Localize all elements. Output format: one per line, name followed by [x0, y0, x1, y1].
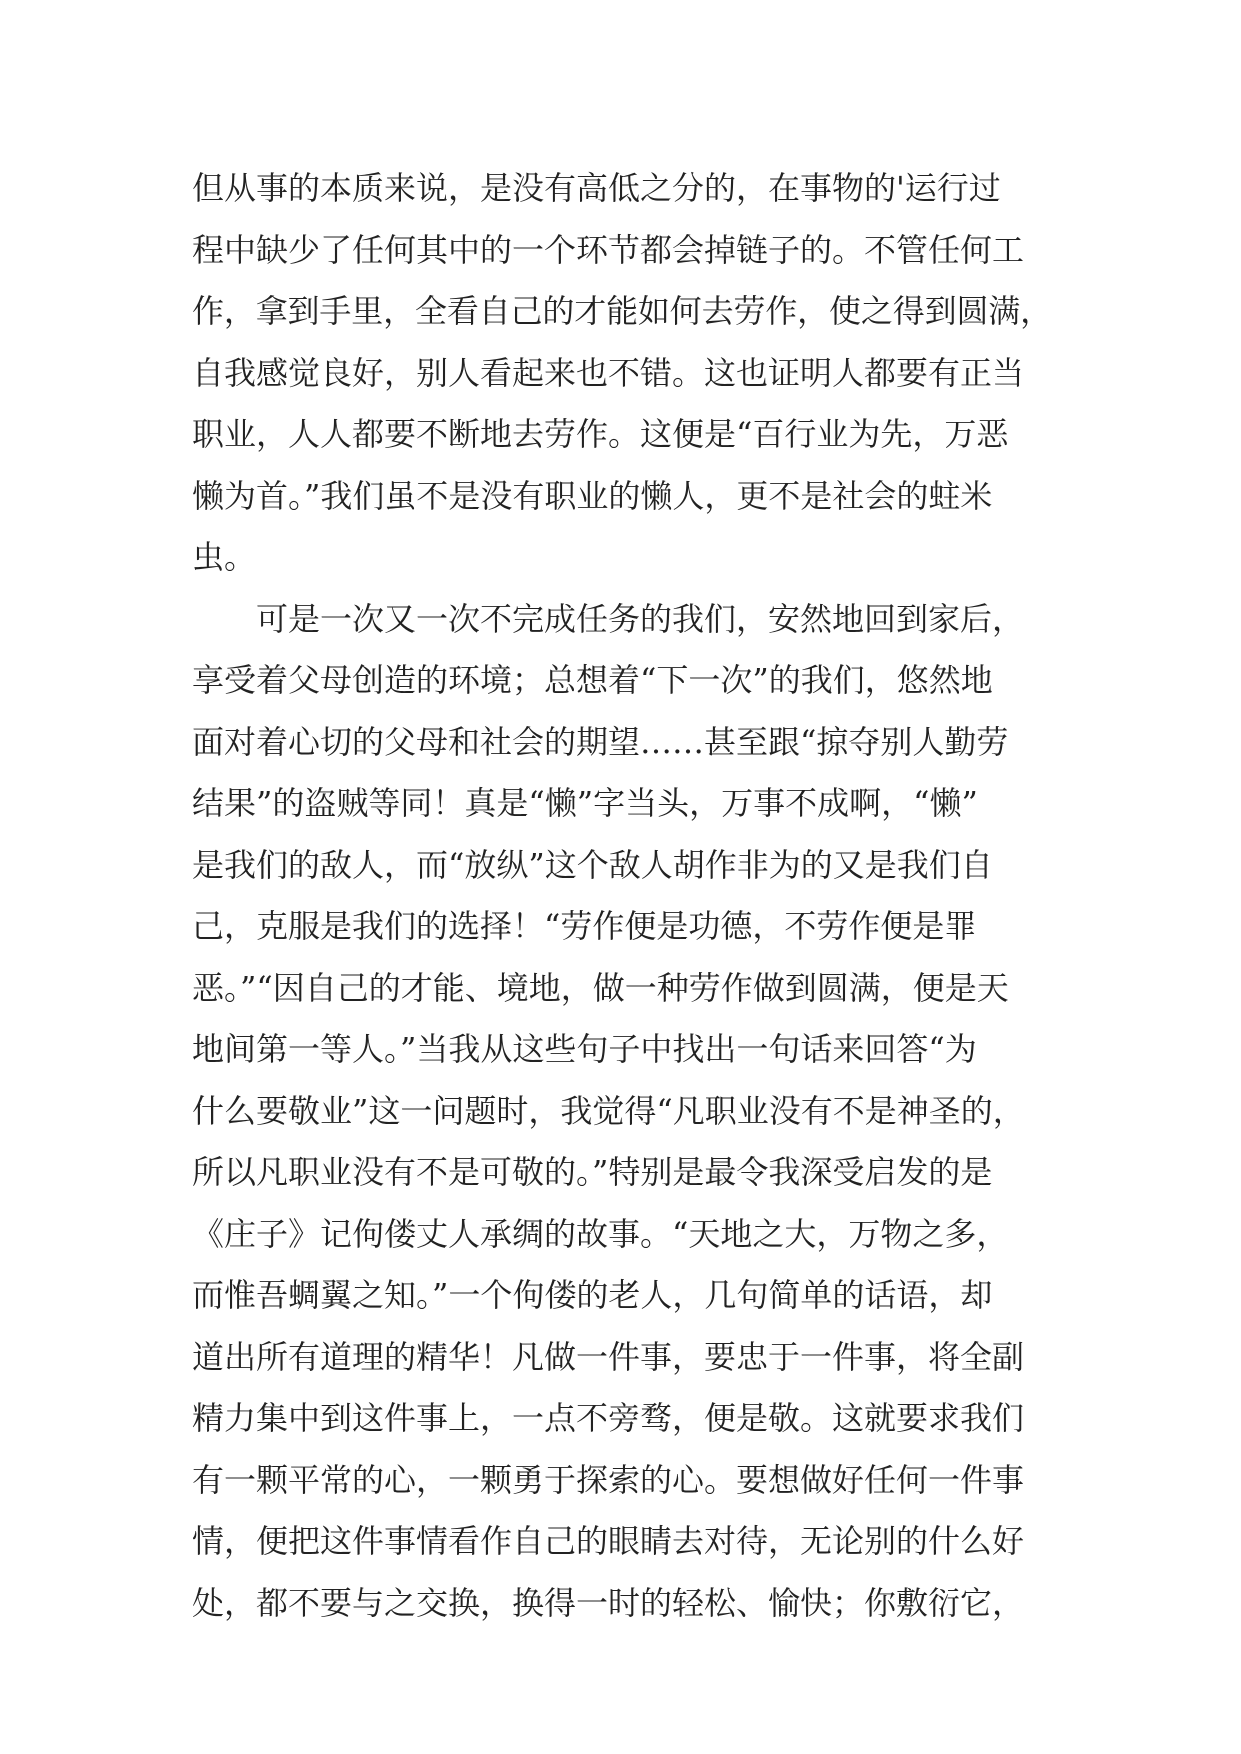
- text-line: 可是一次又一次不完成任务的我们，安然地回到家后，: [192, 599, 1025, 638]
- text-line: 地间第一等人。”当我从这些句子中找出一句话来回答“为: [192, 1030, 977, 1068]
- text-line: 《庄子》记佝偻丈人承绸的故事。“天地之大，万物之多，: [192, 1214, 1009, 1253]
- body-text: [192, 158, 1052, 1634]
- text-line: 是我们的敌人，而“放纵”这个敌人胡作非为的又是我们自: [192, 845, 993, 884]
- text-line: 己，克服是我们的选择！“劳作便是功德，不劳作便是罪: [192, 907, 977, 945]
- text-line: 什么要敬业”这一问题时，我觉得“凡职业没有不是神圣的，: [192, 1091, 1025, 1130]
- text-line: 结果”的盗贼等同！真是“懒”字当头，万事不成啊，“懒”: [192, 784, 978, 822]
- text-line: 自我感觉良好，别人看起来也不错。这也证明人都要有正当: [192, 353, 1025, 392]
- text-line: 享受着父母创造的环境；总想着“下一次”的我们，悠然地: [192, 661, 993, 699]
- text-line: 作，拿到手里，全看自己的才能如何去劳作，使之得到圆满，: [192, 292, 1053, 330]
- text-line: 虫。: [192, 538, 257, 576]
- text-line: 道出所有道理的精华！凡做一件事，要忠于一件事，将全副: [192, 1337, 1025, 1376]
- text-line: 精力集中到这件事上，一点不旁骛，便是敬。这就要求我们: [192, 1399, 1025, 1437]
- text-line: 恶。”“因自己的才能、境地，做一种劳作做到圆满，便是天: [192, 968, 1009, 1007]
- text-line: 但从事的本质来说，是没有高低之分的，在事物的'运行过: [192, 169, 1001, 207]
- text-line: 情，便把这件事情看作自己的眼睛去对待，无论别的什么好: [192, 1522, 1025, 1560]
- text-line: 处，都不要与之交换，换得一时的轻松、愉快；你敷衍它，: [192, 1583, 1025, 1622]
- text-line: 有一颗平常的心，一颗勇于探索的心。要想做好任何一件事: [192, 1460, 1025, 1499]
- text-line: 而惟吾蜩翼之知。”一个佝偻的老人，几句简单的话语，却: [192, 1276, 993, 1314]
- text-line: 所以凡职业没有不是可敬的。”特别是最令我深受启发的是: [192, 1153, 993, 1191]
- text-line: 面对着心切的父母和社会的期望……甚至跟“掠夺别人勤劳: [192, 722, 1009, 761]
- text-line: 职业，人人都要不断地去劳作。这便是“百行业为先，万恶: [192, 415, 1009, 453]
- text-line: 懒为首。”我们虽不是没有职业的懒人，更不是社会的蛀米: [192, 476, 993, 515]
- text-line: 程中缺少了任何其中的一个环节都会掉链子的。不管任何工: [192, 230, 1025, 269]
